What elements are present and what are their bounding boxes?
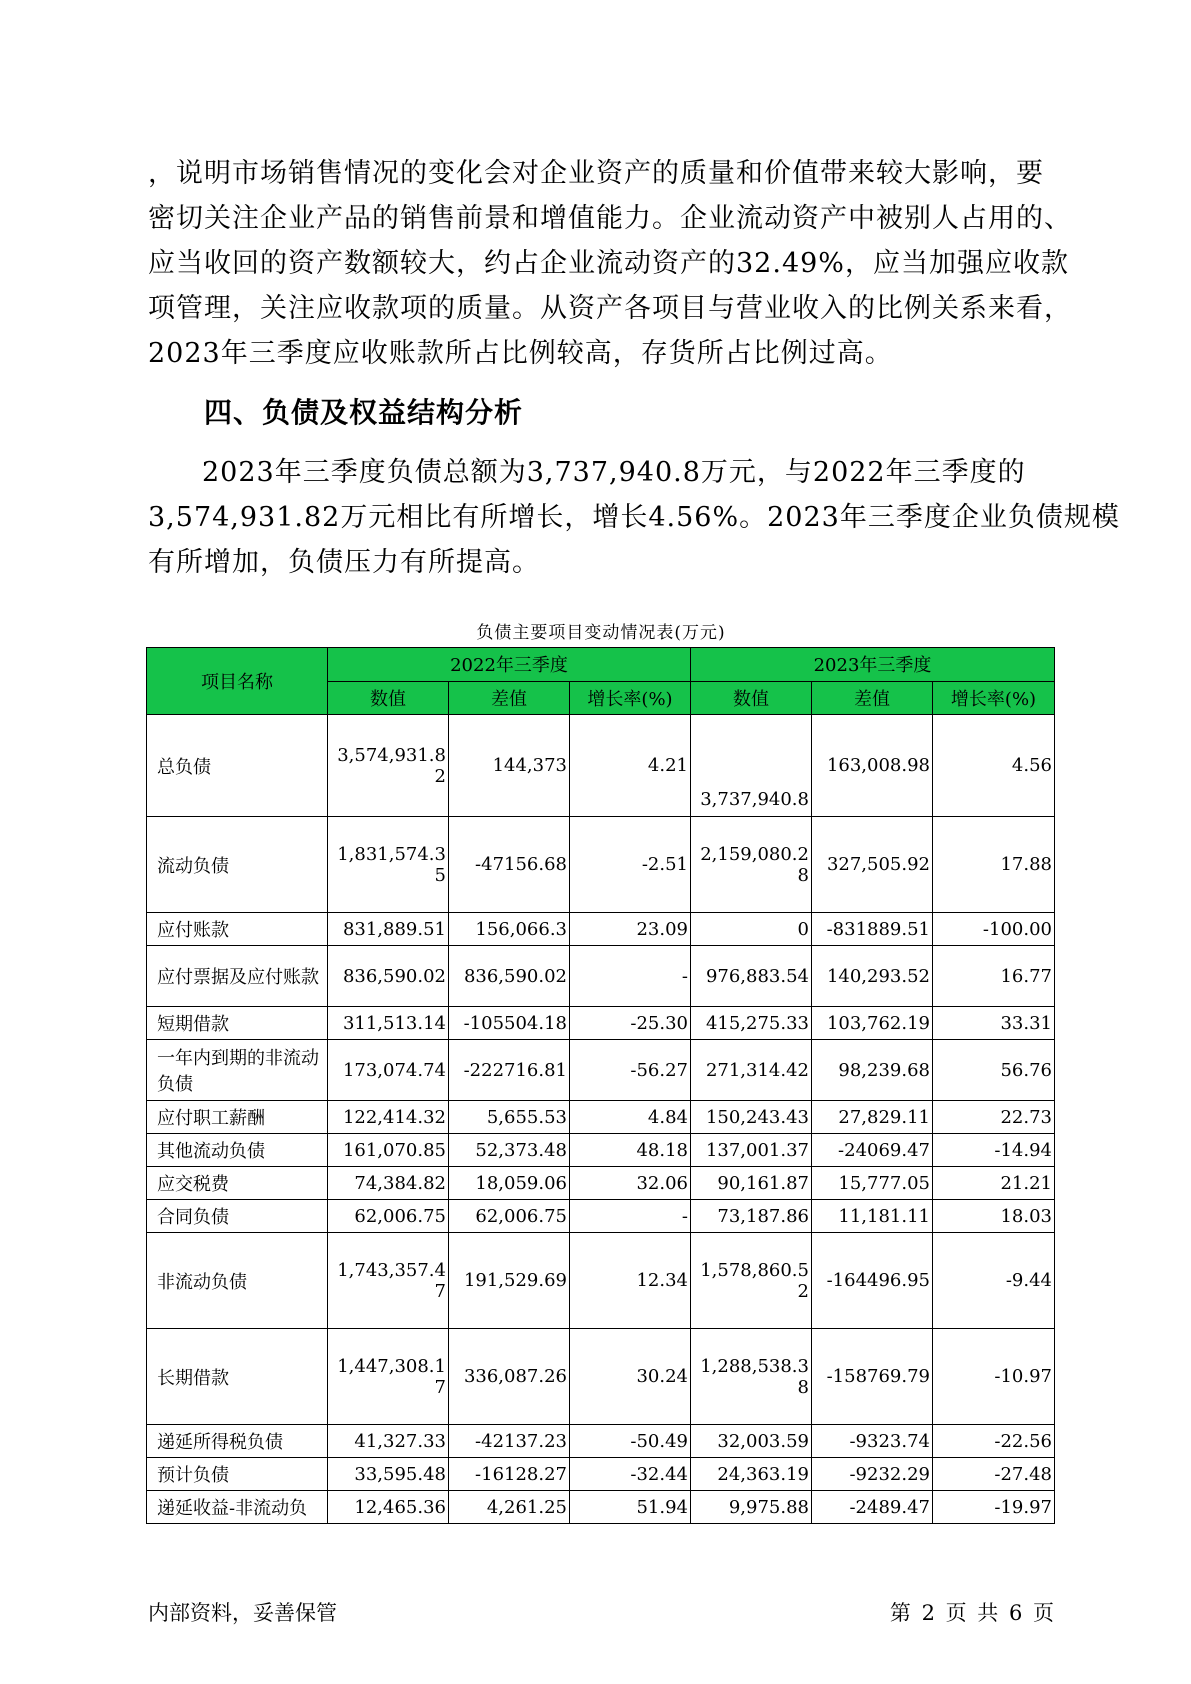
value-cell: -50.49 bbox=[570, 1425, 691, 1458]
value-cell: 191,529.69 bbox=[449, 1233, 570, 1329]
value-cell: 21.21 bbox=[933, 1167, 1055, 1200]
value-cell: -22.56 bbox=[933, 1425, 1055, 1458]
value-cell: 74,384.82 bbox=[328, 1167, 449, 1200]
value-cell: 5,655.53 bbox=[449, 1101, 570, 1134]
value-cell: -42137.23 bbox=[449, 1425, 570, 1458]
item-name-cell: 一年内到期的非流动负债 bbox=[147, 1040, 328, 1101]
item-name-cell: 合同负债 bbox=[147, 1200, 328, 1233]
item-name-cell: 短期借款 bbox=[147, 1007, 328, 1040]
value-cell: -9.44 bbox=[933, 1233, 1055, 1329]
value-cell: -2489.47 bbox=[812, 1491, 933, 1524]
value-cell: 137,001.37 bbox=[691, 1134, 812, 1167]
value-cell: 16.77 bbox=[933, 946, 1055, 1007]
liability-table bbox=[146, 647, 1055, 1524]
value-cell: 156,066.3 bbox=[449, 913, 570, 946]
value-cell: 4.21 bbox=[570, 715, 691, 817]
value-cell: 62,006.75 bbox=[328, 1200, 449, 1233]
footer-page-number: 第 2 页 共 6 页 bbox=[889, 1601, 1054, 1625]
value-cell: 336,087.26 bbox=[449, 1329, 570, 1425]
value-cell: 48.18 bbox=[570, 1134, 691, 1167]
item-name-cell: 流动负债 bbox=[147, 817, 328, 913]
value-cell: 41,327.33 bbox=[328, 1425, 449, 1458]
value-cell: 150,243.43 bbox=[691, 1101, 812, 1134]
text-line: 有所增加，负债压力有所提高。 bbox=[148, 547, 540, 578]
table-row bbox=[147, 1200, 1055, 1233]
value-cell: -105504.18 bbox=[449, 1007, 570, 1040]
liability-summary-paragraph bbox=[148, 450, 1120, 585]
value-cell: 4.84 bbox=[570, 1101, 691, 1134]
value-cell: 3,574,931.82 bbox=[328, 715, 449, 817]
table-row bbox=[147, 1007, 1055, 1040]
table-row bbox=[147, 946, 1055, 1007]
text-line: 应当收回的资产数额较大，约占企业流动资产的32.49%，应当加强应收款 bbox=[148, 248, 1069, 279]
period-2022-header: 2022年三季度 bbox=[328, 648, 691, 682]
value-cell: 2,159,080.28 bbox=[691, 817, 812, 913]
item-name-cell: 递延收益-非流动负 bbox=[147, 1491, 328, 1524]
value-cell: 4,261.25 bbox=[449, 1491, 570, 1524]
value-cell: 52,373.48 bbox=[449, 1134, 570, 1167]
table-row bbox=[147, 913, 1055, 946]
value-cell: 0 bbox=[691, 913, 812, 946]
item-name-header: 项目名称 bbox=[147, 648, 328, 715]
value-cell: 144,373 bbox=[449, 715, 570, 817]
value-cell: 4.56 bbox=[933, 715, 1055, 817]
value-cell: - bbox=[570, 1200, 691, 1233]
value-cell: -16128.27 bbox=[449, 1458, 570, 1491]
value-cell: -25.30 bbox=[570, 1007, 691, 1040]
asset-analysis-paragraph bbox=[148, 151, 1072, 376]
item-name-cell: 其他流动负债 bbox=[147, 1134, 328, 1167]
value-cell: 51.94 bbox=[570, 1491, 691, 1524]
value-cell: -27.48 bbox=[933, 1458, 1055, 1491]
value-header: 数值 bbox=[691, 681, 812, 715]
value-cell: 17.88 bbox=[933, 817, 1055, 913]
value-cell: 976,883.54 bbox=[691, 946, 812, 1007]
value-cell: 32.06 bbox=[570, 1167, 691, 1200]
text-line: ，说明市场销售情况的变化会对企业资产的质量和价值带来较大影响，要 bbox=[148, 158, 1044, 189]
item-name-cell: 应付职工薪酬 bbox=[147, 1101, 328, 1134]
value-cell: -19.97 bbox=[933, 1491, 1055, 1524]
text-line: 项管理，关注应收款项的质量。从资产各项目与营业收入的比例关系来看， bbox=[148, 293, 1072, 324]
growth-rate-header: 增长率(%) bbox=[933, 681, 1055, 715]
value-cell: 90,161.87 bbox=[691, 1167, 812, 1200]
table-body bbox=[147, 715, 1055, 1524]
value-cell: 103,762.19 bbox=[812, 1007, 933, 1040]
value-cell: 831,889.51 bbox=[328, 913, 449, 946]
value-cell: -10.97 bbox=[933, 1329, 1055, 1425]
text-line: 密切关注企业产品的销售前景和增值能力。企业流动资产中被别人占用的、 bbox=[148, 203, 1072, 234]
value-cell: 1,578,860.52 bbox=[691, 1233, 812, 1329]
value-cell: -164496.95 bbox=[812, 1233, 933, 1329]
table-row bbox=[147, 1167, 1055, 1200]
value-cell: 140,293.52 bbox=[812, 946, 933, 1007]
value-cell: 12,465.36 bbox=[328, 1491, 449, 1524]
table-row bbox=[147, 1233, 1055, 1329]
table-row bbox=[147, 1491, 1055, 1524]
value-cell: -47156.68 bbox=[449, 817, 570, 913]
item-name-cell: 非流动负债 bbox=[147, 1233, 328, 1329]
value-cell: 33.31 bbox=[933, 1007, 1055, 1040]
value-cell: 327,505.92 bbox=[812, 817, 933, 913]
value-cell: - bbox=[570, 946, 691, 1007]
item-name-cell: 应交税费 bbox=[147, 1167, 328, 1200]
text-line: 2023年三季度应收账款所占比例较高，存货所占比例过高。 bbox=[148, 338, 893, 369]
value-cell: -100.00 bbox=[933, 913, 1055, 946]
value-cell: -9232.29 bbox=[812, 1458, 933, 1491]
value-cell: 1,831,574.35 bbox=[328, 817, 449, 913]
table-row bbox=[147, 1101, 1055, 1134]
value-cell: 33,595.48 bbox=[328, 1458, 449, 1491]
value-cell: -56.27 bbox=[570, 1040, 691, 1101]
value-cell: -831889.51 bbox=[812, 913, 933, 946]
value-cell: 11,181.11 bbox=[812, 1200, 933, 1233]
value-cell: 161,070.85 bbox=[328, 1134, 449, 1167]
text-line: 2023年三季度负债总额为3,737,940.8万元，与2022年三季度的 bbox=[202, 457, 1026, 488]
item-name-cell: 长期借款 bbox=[147, 1329, 328, 1425]
value-cell: 32,003.59 bbox=[691, 1425, 812, 1458]
section-heading: 四、负债及权益结构分析 bbox=[204, 396, 524, 429]
value-cell: 1,447,308.17 bbox=[328, 1329, 449, 1425]
table-row bbox=[147, 1425, 1055, 1458]
item-name-cell: 应付账款 bbox=[147, 913, 328, 946]
value-header: 数值 bbox=[328, 681, 449, 715]
value-cell: 415,275.33 bbox=[691, 1007, 812, 1040]
text-line: 3,574,931.82万元相比有所增长，增长4.56%。2023年三季度企业负债规模 bbox=[148, 502, 1120, 533]
value-cell: 122,414.32 bbox=[328, 1101, 449, 1134]
value-cell: 56.76 bbox=[933, 1040, 1055, 1101]
table-row bbox=[147, 817, 1055, 913]
table-caption: 负债主要项目变动情况表(万元) bbox=[476, 623, 726, 643]
value-cell: 62,006.75 bbox=[449, 1200, 570, 1233]
value-cell: 271,314.42 bbox=[691, 1040, 812, 1101]
value-cell: 22.73 bbox=[933, 1101, 1055, 1134]
value-cell: 73,187.86 bbox=[691, 1200, 812, 1233]
value-cell: 836,590.02 bbox=[328, 946, 449, 1007]
value-cell: 18,059.06 bbox=[449, 1167, 570, 1200]
value-cell: 12.34 bbox=[570, 1233, 691, 1329]
value-cell: 15,777.05 bbox=[812, 1167, 933, 1200]
difference-header: 差值 bbox=[449, 681, 570, 715]
table-row bbox=[147, 1329, 1055, 1425]
value-cell: 163,008.98 bbox=[812, 715, 933, 817]
footer-confidential-note: 内部资料，妥善保管 bbox=[148, 1601, 337, 1625]
table-row bbox=[147, 1134, 1055, 1167]
item-name-cell: 递延所得税负债 bbox=[147, 1425, 328, 1458]
item-name-cell: 总负债 bbox=[147, 715, 328, 817]
value-cell: 18.03 bbox=[933, 1200, 1055, 1233]
value-cell: -24069.47 bbox=[812, 1134, 933, 1167]
difference-header: 差值 bbox=[812, 681, 933, 715]
value-cell: 24,363.19 bbox=[691, 1458, 812, 1491]
value-cell: 30.24 bbox=[570, 1329, 691, 1425]
value-cell: 3,737,940.8 bbox=[691, 715, 812, 817]
growth-rate-header: 增长率(%) bbox=[570, 681, 691, 715]
value-cell: 98,239.68 bbox=[812, 1040, 933, 1101]
item-name-cell: 预计负债 bbox=[147, 1458, 328, 1491]
value-cell: 9,975.88 bbox=[691, 1491, 812, 1524]
value-cell: -222716.81 bbox=[449, 1040, 570, 1101]
value-cell: -14.94 bbox=[933, 1134, 1055, 1167]
value-cell: 1,288,538.38 bbox=[691, 1329, 812, 1425]
value-cell: 311,513.14 bbox=[328, 1007, 449, 1040]
value-cell: -32.44 bbox=[570, 1458, 691, 1491]
value-cell: 836,590.02 bbox=[449, 946, 570, 1007]
period-2023-header: 2023年三季度 bbox=[691, 648, 1055, 682]
value-cell: 27,829.11 bbox=[812, 1101, 933, 1134]
value-cell: 23.09 bbox=[570, 913, 691, 946]
table-row bbox=[147, 1458, 1055, 1491]
table-row bbox=[147, 715, 1055, 817]
value-cell: -2.51 bbox=[570, 817, 691, 913]
value-cell: -158769.79 bbox=[812, 1329, 933, 1425]
table-header bbox=[147, 648, 1055, 715]
table-row bbox=[147, 1040, 1055, 1101]
item-name-cell: 应付票据及应付账款 bbox=[147, 946, 328, 1007]
value-cell: 173,074.74 bbox=[328, 1040, 449, 1101]
value-cell: 1,743,357.47 bbox=[328, 1233, 449, 1329]
value-cell: -9323.74 bbox=[812, 1425, 933, 1458]
